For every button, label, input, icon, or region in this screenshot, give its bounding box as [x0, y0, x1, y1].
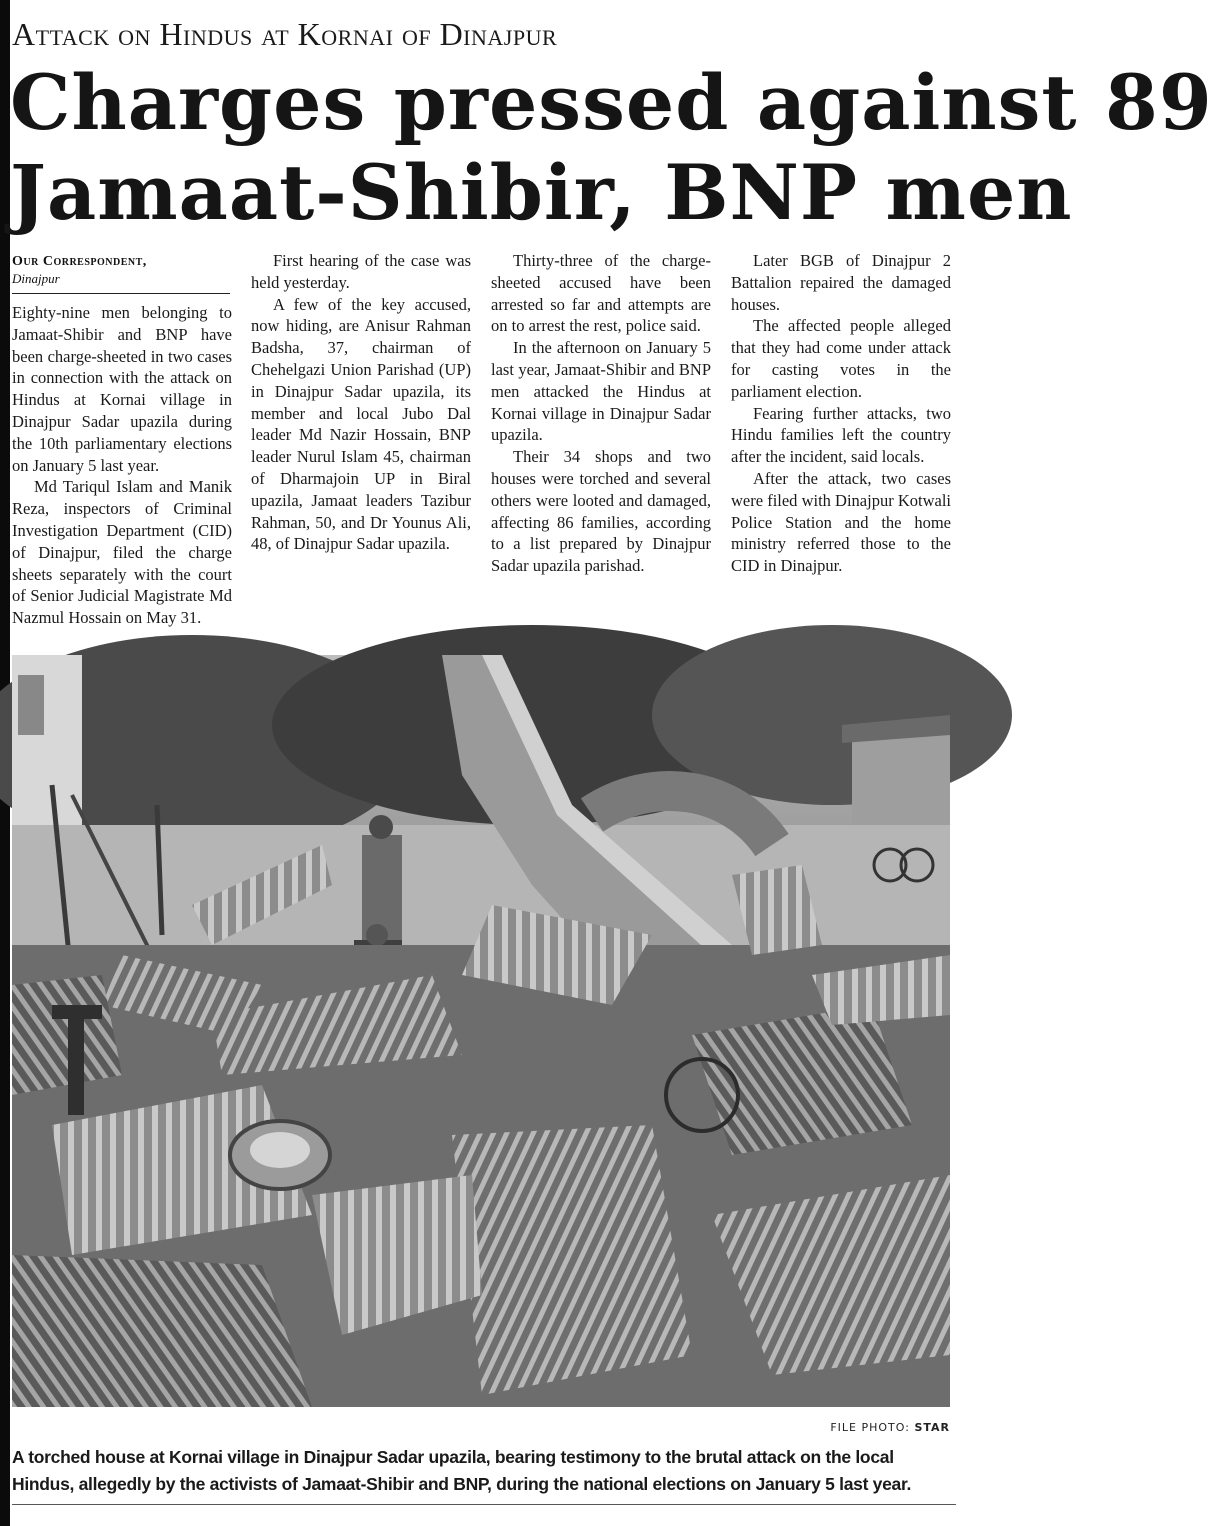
paragraph-2: Md Tariqul Islam and Manik Reza, inspectors of Criminal Investigation Department (CID) of Dinajpur, filed the charge sheets separately with the court of Senior Judicial Magistrate Md Nazmul Hossain on May 31.	[12, 477, 232, 628]
photo-illustration	[12, 655, 950, 1407]
headline-line-1: Charges pressed against 89	[10, 58, 1213, 147]
paragraph-10: Fearing further attacks, two Hindu families left the country after the incident, said locals.	[731, 403, 951, 467]
photo-credit-prefix: FILE PHOTO:	[830, 1421, 910, 1434]
paragraph-7: Their 34 shops and two houses were torched and several others were looted and damaged, affecting 86 families, according to a list prepared by Dinajpur Sadar upazila parishad.	[491, 447, 711, 576]
article-column-2	[251, 250, 471, 555]
article-column-3	[491, 250, 711, 577]
paragraph-1: Eighty-nine men belonging to Jamaat-Shibir and BNP have been charge-sheeted in two cases in connection with the attack on Hindus at Kornai village in Dinajpur Sadar upazila during the 10th parliamentary elections on January 5 last year.	[12, 303, 232, 475]
article-kicker: Attack on Hindus at Kornai of Dinajpur	[12, 16, 558, 52]
paragraph-3: First hearing of the case was held yesterday.	[251, 251, 471, 292]
paragraph-4: A few of the key accused, now hiding, are Anisur Rahman Badsha, 37, chairman of Chehelgazi Union Parishad (UP) in Dinajpur Sadar upazila, its member and local Jubo Dal leader Md Nazir Hossain, BNP leader Nurul Islam 45, chairman of Dharmajoin UP in Biral upazila, Jamaat leaders Tazibur Rahman, 50, and Dr Younus Ali, 48, of Dinajpur Sadar upazila.	[251, 294, 471, 554]
article-column-1	[12, 302, 232, 629]
news-photo	[12, 655, 950, 1407]
byline-author: Our Correspondent,	[12, 254, 147, 269]
paragraph-6: In the afternoon on January 5 last year, Jamaat-Shibir and BNP men attacked the Hindus at Kornai village in Dinajpur Sadar upazila.	[491, 338, 711, 445]
headline-line-2: Jamaat-Shibir, BNP men	[10, 148, 1073, 237]
bottom-divider	[12, 1504, 956, 1505]
paragraph-5: Thirty-three of the charge-sheeted accused have been arrested so far and attempts are on to arrest the rest, police said.	[491, 251, 711, 336]
photo-caption: A torched house at Kornai village in Dinajpur Sadar upazila, bearing testimony to the brutal attack on the local Hindus, allegedly by the activists of Jamaat-Shibir and BNP, during the national elections on January 5 last year.	[12, 1447, 912, 1494]
paragraph-11: After the attack, two cases were filed with Dinajpur Kotwali Police Station and the home ministry referred those to the CID in Dinajpur.	[731, 468, 951, 576]
paragraph-8: Later BGB of Dinajpur 2 Battalion repaired the damaged houses.	[731, 251, 951, 314]
photo-credit	[830, 1421, 950, 1434]
article-headline	[10, 58, 1213, 238]
photo-credit-source: STAR	[914, 1421, 950, 1434]
article-column-4	[731, 250, 951, 577]
byline	[12, 254, 230, 287]
byline-divider	[12, 293, 230, 294]
paragraph-9: The affected people alleged that they had come under attack for casting votes in the parliament election.	[731, 316, 951, 401]
byline-dateline: Dinajpur	[12, 271, 60, 286]
